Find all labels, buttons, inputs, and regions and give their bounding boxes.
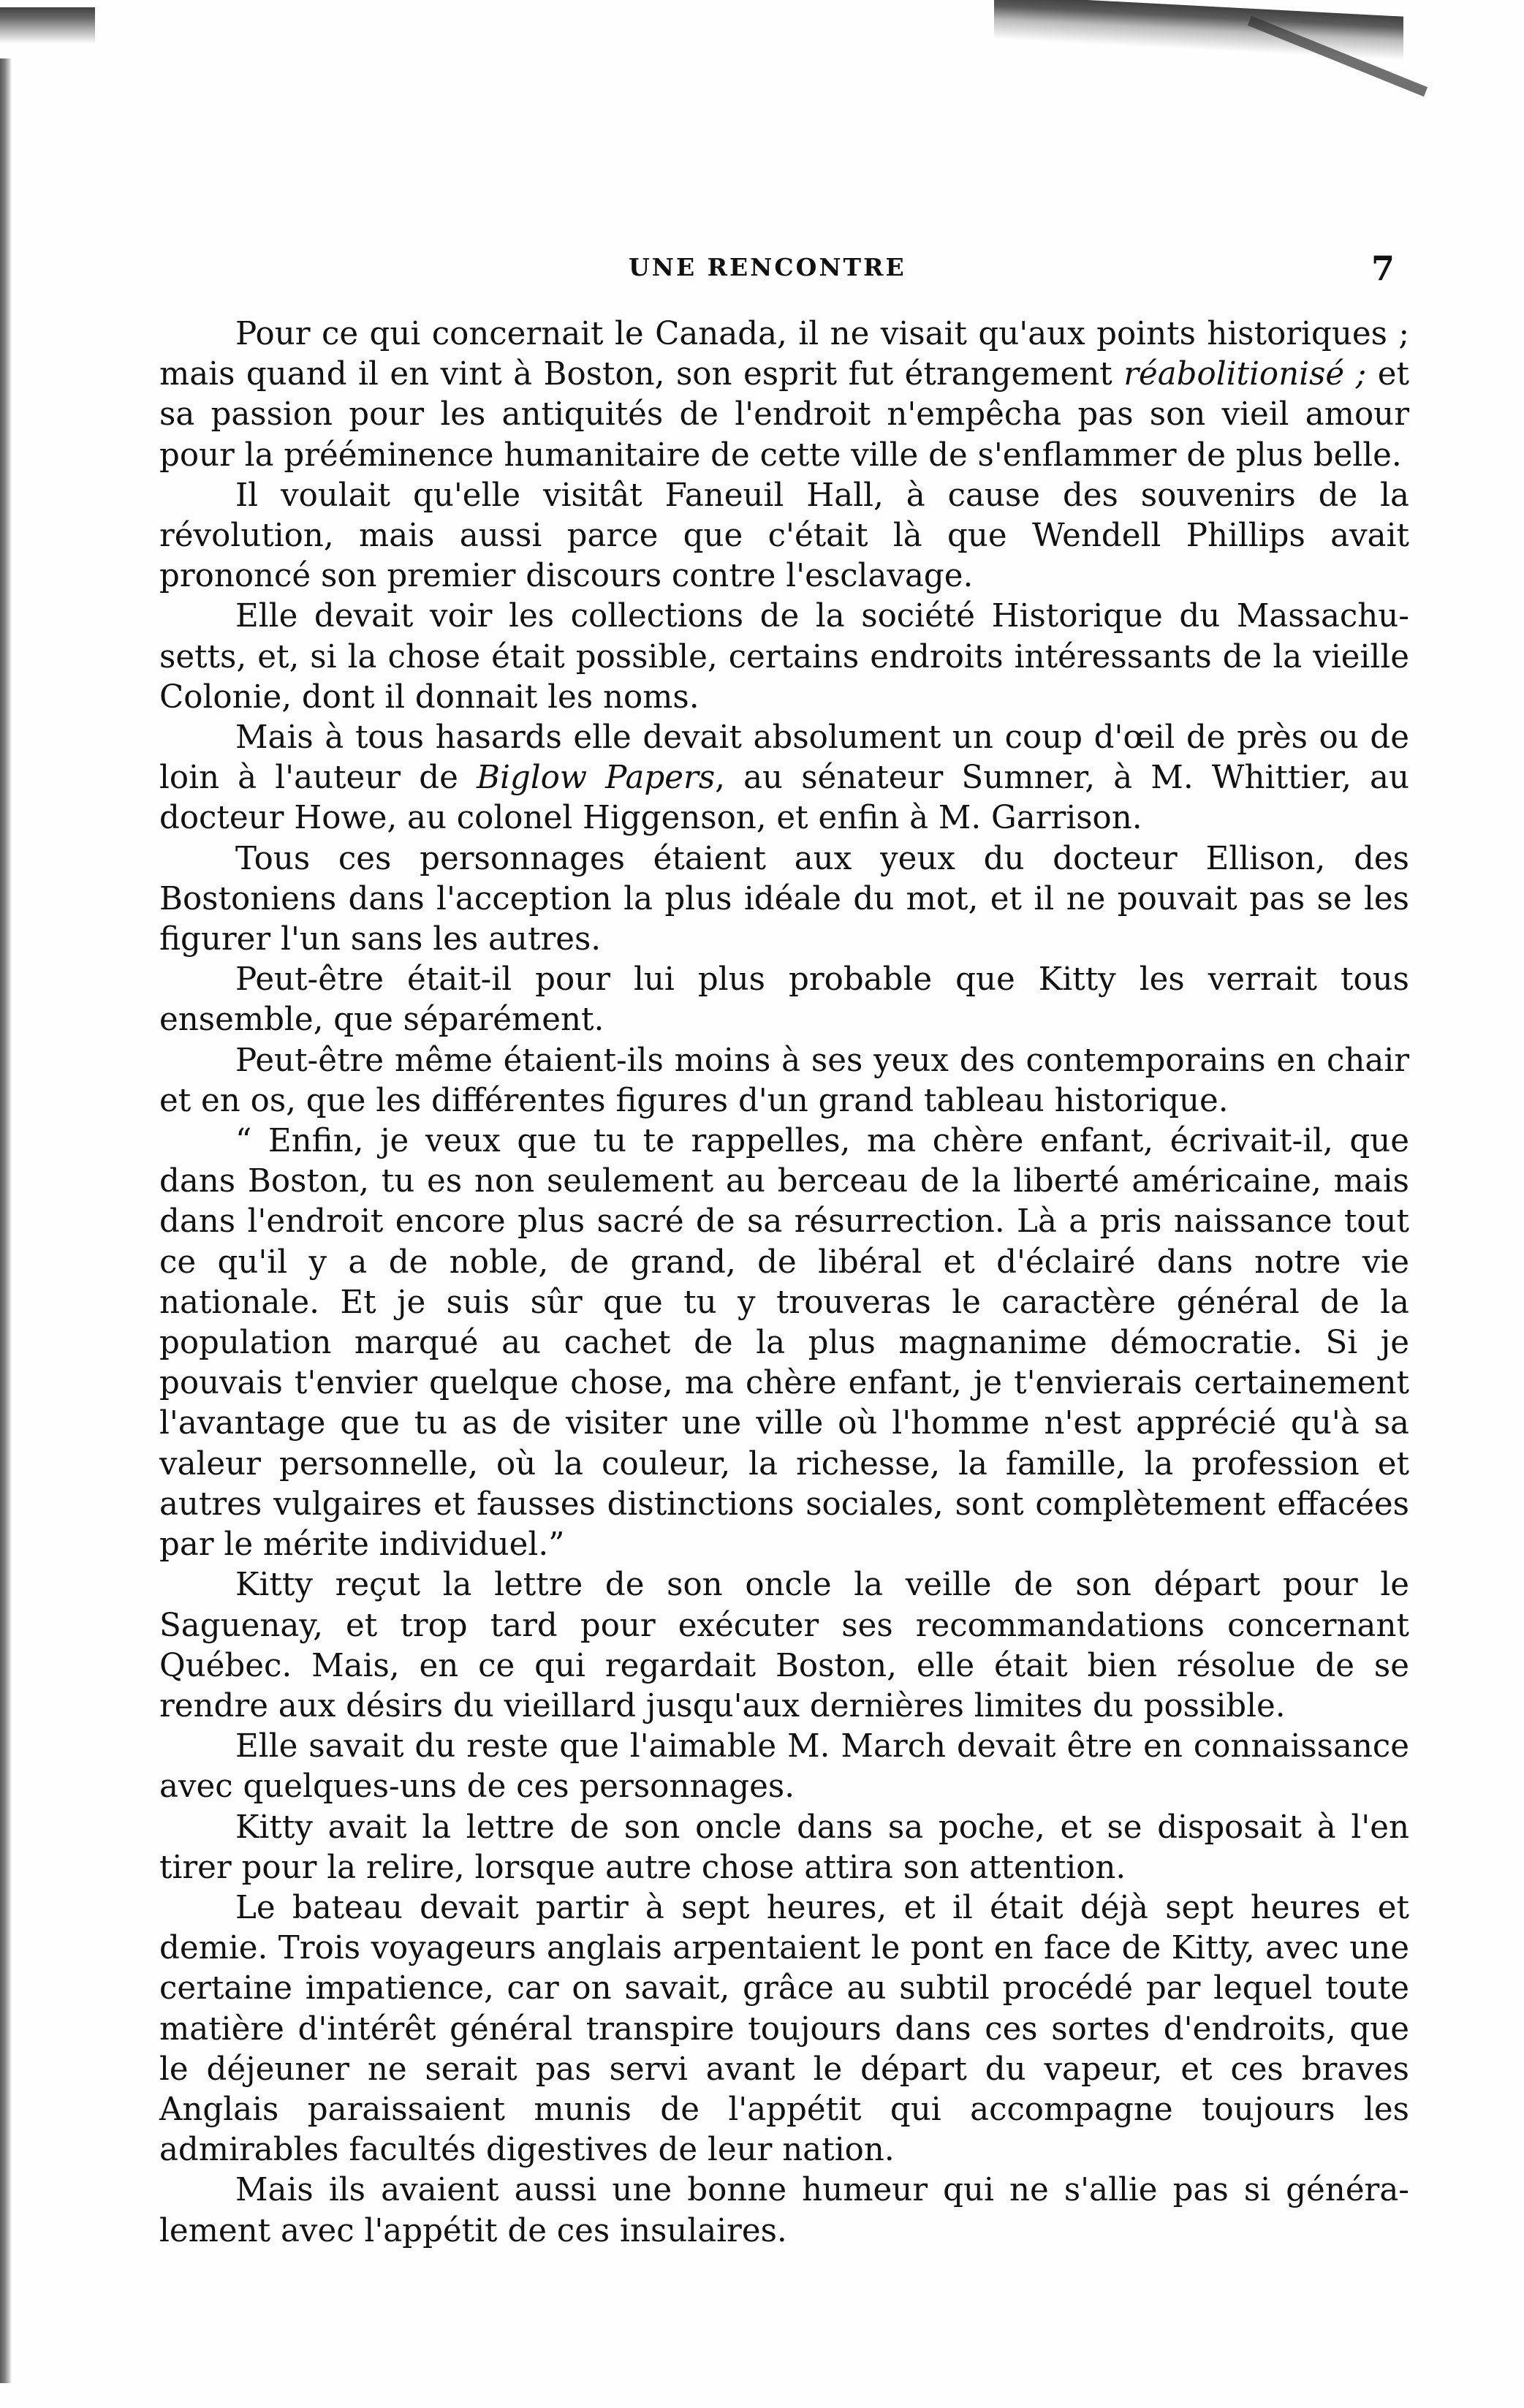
paragraph: Kitty avait la lettre de son oncle dans sa poche, et se disposait à l'en tirer pour la relire, lorsque autre chose attira son attention. [159,1809,1409,1886]
paragraph: Elle devait voir les collections de la société Historique du Massachusetts, et, si la chose était possible, certains endroits intéressants de la vieille Colonie, dont il donnait les noms. [159,598,1409,716]
paragraph: Mais à tous hasards elle devait absolument un coup d'œil de près ou de loin à l'auteur de Biglow Papers, au sénateur Sumner, à M. Whittier, au docteur Howe, au colonel Higgenson, et enfin à M. Garrison. [159,719,1409,837]
paragraph: Kitty reçut la lettre de son oncle la veille de son départ pour le Saguenay, et trop tard pour exécuter ses recommandations concernant Québec. Mais, en ce qui regardait Boston, elle était bien résolue de se rendre aux désirs du vieillard jusqu'aux dernières limites du possible. [159,1567,1409,1724]
paragraph: Il voulait qu'elle visitât Faneuil Hall, à cause des souvenirs de la révolution, mais aussi parce que c'était là que Wendell Phillips avait prononcé son premier discours contre l'esclavage. [159,477,1409,595]
running-title: UNE RENCONTRE [629,253,906,281]
paragraph: Mais ils avaient aussi une bonne humeur qui ne s'allie pas si généralement avec l'appétit de ces insulaires. [159,2172,1409,2249]
text-body [159,314,1409,2252]
paragraph: Le bateau devait partir à sept heures, et il était déjà sept heures et demie. Trois voyageurs anglais arpentaient le pont en face de Kitty, avec une certaine impatience, car on savait, grâce au subtil procédé par lequel toute matière d'intérêt général transpire toujours dans ces sortes d'endroits, que le déjeuner ne serait pas servi avant le départ du vapeur, et ces braves Anglais paraissaient munis de l'appétit qui accompagne toujours les admirables facultés digestives de leur nation. [159,1889,1409,2169]
paragraph: Tous ces personnages étaient aux yeux du docteur Ellison, des Bostoniens dans l'acception la plus idéale du mot, et il ne pouvait pas se les figurer l'un sans les autres. [159,840,1409,958]
paragraph: Peut-être était-il pour lui plus probable que Kitty les verrait tous ensemble, que séparément. [159,961,1409,1039]
scan-artifact-left-edge [0,58,12,2383]
scan-artifact-top-left [0,7,95,44]
book-title: Biglow Papers [476,760,716,797]
paragraph: Pour ce qui concernait le Canada, il ne visait qu'aux points historiques ; mais quand il en vint à Boston, son esprit fut étrangement réabolitionisé ; et sa passion pour les antiquités de l'endroit n'empêcha pas son vieil amour pour la prééminence humanitaire de cette ville de s'enflammer de plus belle. [159,316,1409,474]
running-head [159,249,1402,292]
paragraph: “ Enfin, je veux que tu te rappelles, ma chère enfant, écrivait-il, que dans Boston, tu es non seulement au berceau de la liberté américaine, mais dans l'endroit encore plus sacré de sa résurrection. Là a pris naissance tout ce qu'il y a de noble, de grand, de libéral et d'éclairé dans notre vie nationale. Et je suis sûr que tu y trouveras le caractère général de la population marqué au cachet de la plus magnanime démocratie. Si je pouvais t'envier quelque chose, ma chère enfant, je t'envierais certainement l'avantage que tu as de visiter une ville où l'homme n'est apprécié qu'à sa valeur personnelle, où la couleur, la richesse, la famille, la profession et autres vulgaires et fausses distinctions sociales, sont complètement effacées par le mérite individuel.” [159,1123,1409,1564]
italic-word: réabolitionisé ; [1123,356,1367,393]
scan-artifact-top-right [994,0,1403,61]
paragraph: Peut-être même étaient-ils moins à ses yeux des contemporains en chair et en os, que les différentes figures d'un grand tableau historique. [159,1042,1409,1119]
page-number: 7 [1371,249,1395,288]
paragraph: Elle savait du reste que l'aimable M. March devait être en connaissance avec quelques-uns de ces personnages. [159,1728,1409,1806]
